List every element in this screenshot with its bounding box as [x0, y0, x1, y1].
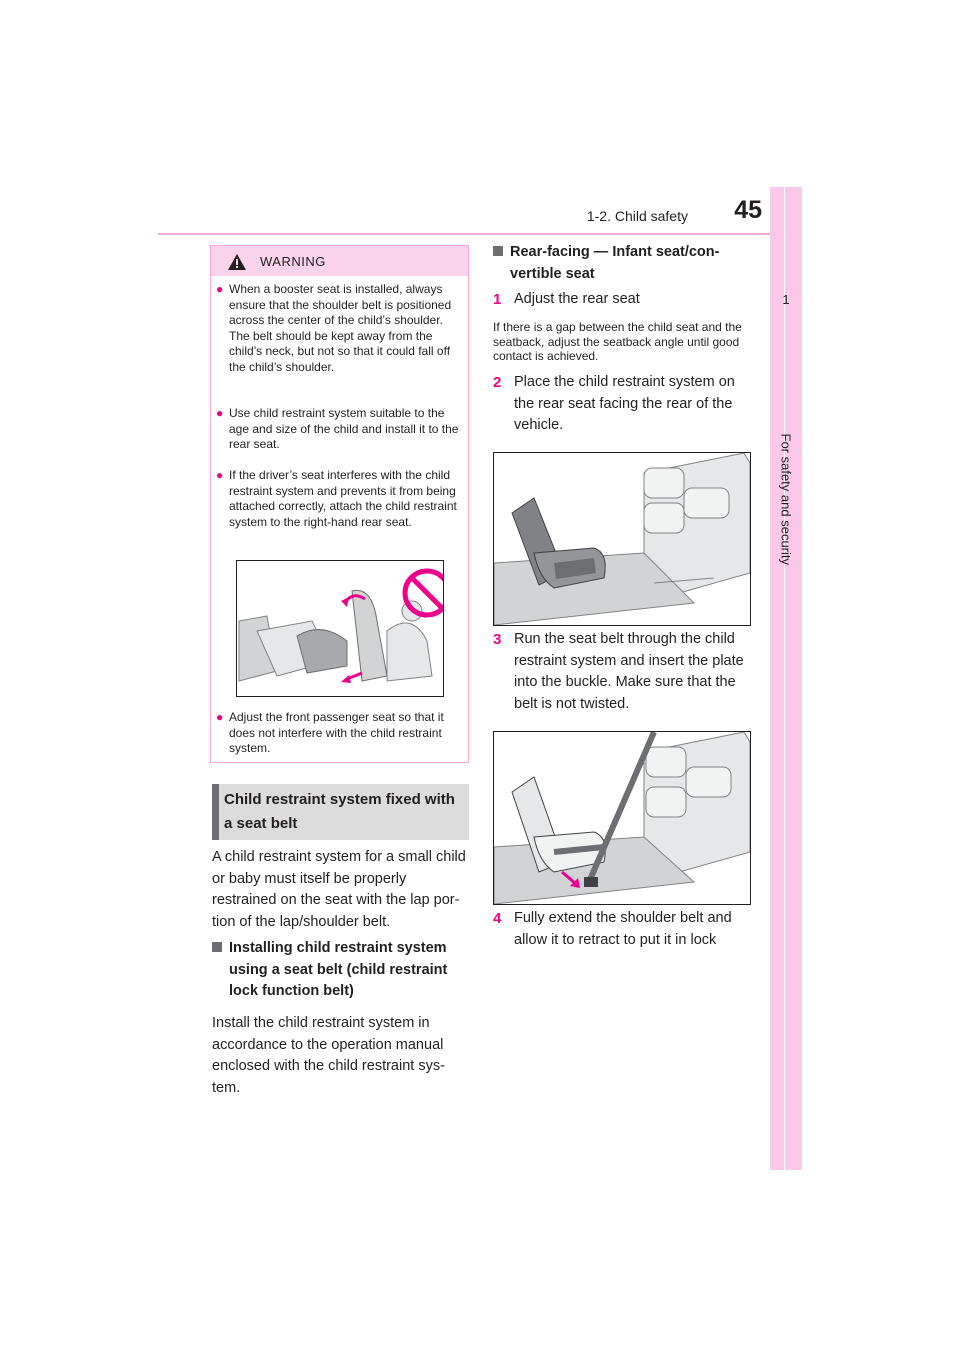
step-text: Place the child restraint system on the rear seat facing the rear of the vehicle.: [514, 374, 735, 433]
warning-item-text: If the driver’s seat interferes with the child restraint system and prevents it from being attached correctly, attach the child restraint system to the right-hand rear seat.: [229, 468, 457, 529]
step-3: [493, 629, 753, 715]
step-4: [493, 908, 753, 951]
warning-header: [211, 246, 468, 276]
step-number: 2: [493, 374, 502, 391]
rear-seat-child-seat-illustration: [493, 452, 751, 626]
body-paragraph: Install the child restraint system in accordance to the operation manual enclosed with the child restraint sys-tem.: [212, 1015, 445, 1096]
side-tab-divider: [784, 187, 785, 1170]
chapter-number: 1: [782, 292, 790, 307]
warning-triangle-icon: [228, 254, 246, 270]
header-rule: [158, 233, 770, 235]
step-text: Run the seat belt through the child restraint system and insert the plate into the buckle. Make sure that the belt is not twisted.: [514, 631, 744, 712]
subheading-text: Rear-facing — Infant seat/con-vertible seat: [510, 244, 720, 282]
step-text: Fully extend the shoulder belt and allow it to retract to put it in lock: [514, 910, 732, 948]
section-title: 1-2. Child safety: [586, 208, 688, 224]
warning-item-text: Adjust the front passenger seat so that it does not interfere with the child restraint system.: [229, 710, 444, 756]
subheading-rear-facing: [493, 242, 751, 285]
step-2: [493, 372, 753, 437]
square-bullet-icon: [493, 246, 503, 256]
step-number: 3: [493, 631, 502, 648]
warning-item: [216, 406, 460, 453]
bullet-icon: ●: [216, 710, 224, 724]
step-1: [493, 289, 753, 311]
step-text: Adjust the rear seat: [514, 291, 640, 307]
section-heading: Child restraint system fixed with a seat belt: [224, 791, 455, 832]
warning-title: WARNING: [260, 254, 326, 269]
warning-item-text: Use child restraint system suitable to the age and size of the child and install it to the rear seat.: [229, 406, 459, 452]
step-number: 1: [493, 291, 502, 308]
square-bullet-icon: [212, 942, 222, 952]
subheading-installing: [212, 938, 470, 1003]
warning-item-text: When a booster seat is installed, always ensure that the shoulder belt is positioned across the center of the child’s shoulder. The belt should be kept away from the child’s neck, but not so that it could fall off the child’s shoulder.: [229, 282, 452, 374]
subheading-text: Installing child restraint system using a seat belt (child restraint lock function belt): [229, 940, 448, 999]
bullet-icon: ●: [216, 468, 224, 482]
front-seat-interference-illustration: [236, 560, 444, 697]
warning-item: [216, 710, 460, 757]
chapter-side-tab: [770, 187, 802, 1170]
intro-paragraph: A child restraint system for a small child or baby must itself be properly restrained on the seat with the lap por-tion of the lap/shoulder belt.: [212, 849, 466, 930]
bullet-icon: ●: [216, 282, 224, 296]
bullet-icon: ●: [216, 406, 224, 420]
step-note: If there is a gap between the child seat and the seatback, adjust the seatback angle until good contact is achieved.: [493, 320, 742, 363]
chapter-label: For safety and security: [778, 433, 794, 565]
step-number: 4: [493, 910, 502, 927]
seat-belt-routing-illustration: [493, 731, 751, 905]
warning-item: [216, 468, 460, 530]
warning-item: [216, 282, 460, 376]
page-number: 45: [734, 196, 762, 224]
